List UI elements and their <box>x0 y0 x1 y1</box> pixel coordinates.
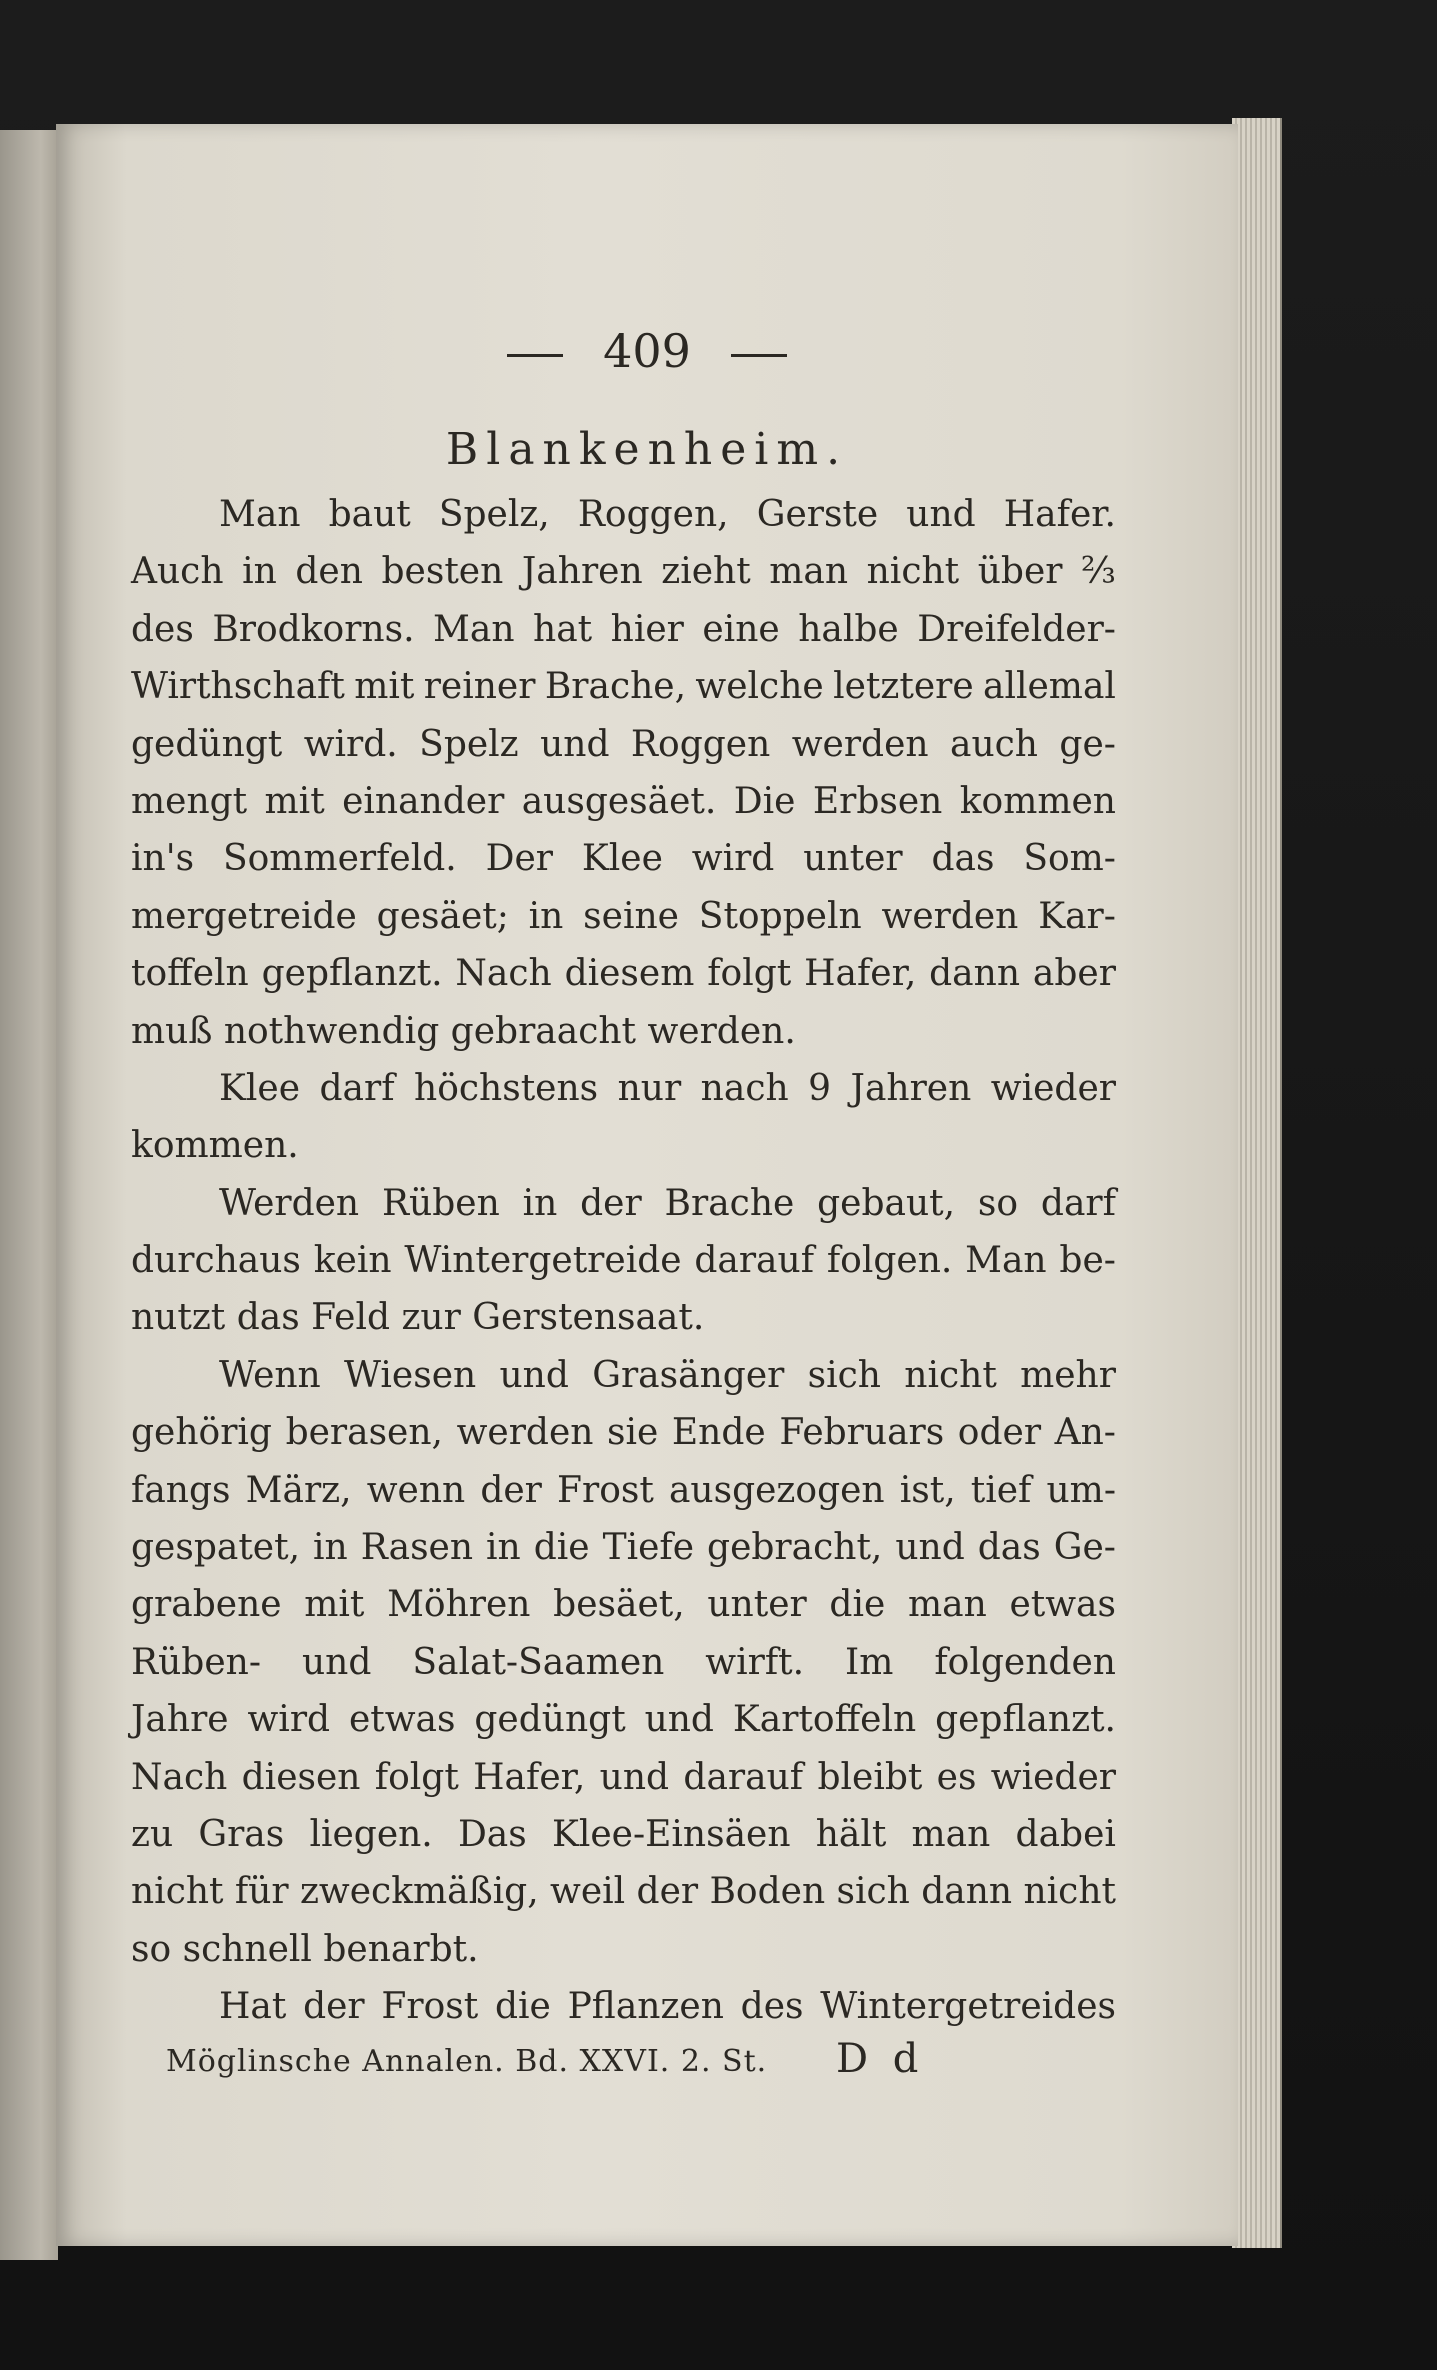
text-line: Rüben- und Salat-Saamen wirft. Im folgenden <box>131 1641 1116 1683</box>
page-number: 409 <box>603 324 691 378</box>
text-line: durchaus kein Wintergetreide darauf folgen. Man be- <box>131 1240 1116 1282</box>
text-line: gehörig berasen, werden sie Ende Februars oder An- <box>131 1412 1116 1454</box>
text-line: Jahre wird etwas gedüngt und Kartoffeln gepflanzt. <box>131 1699 1116 1741</box>
text-line: gedüngt wird. Spelz und Roggen werden auch ge- <box>131 723 1116 765</box>
signature-mark: D d <box>836 2036 925 2082</box>
page-stack-edges <box>1232 118 1282 2248</box>
text-line: Klee darf höchstens nur nach 9 Jahren wieder <box>219 1067 1116 1109</box>
text-line: so schnell benarbt. <box>131 1928 479 1970</box>
text-line: toffeln gepflanzt. Nach diesem folgt Hafer, dann aber <box>131 953 1116 995</box>
page-header <box>56 324 1238 378</box>
text-line: des Brodkorns. Man hat hier eine halbe Dreifelder- <box>131 608 1116 650</box>
text-line: mengt mit einander ausgesäet. Die Erbsen kommen <box>131 780 1116 822</box>
header-dash-left <box>507 354 563 357</box>
text-line: kommen. <box>131 1125 299 1167</box>
book-page <box>56 124 1238 2246</box>
body-text <box>131 486 1116 2036</box>
left-page-edge <box>0 130 58 2260</box>
text-line: Werden Rüben in der Brache gebaut, so darf <box>219 1182 1116 1224</box>
text-line: zu Gras liegen. Das Klee-Einsäen hält man dabei <box>131 1813 1116 1855</box>
text-line: Wirthschaft mit reiner Brache, welche letztere allemal <box>131 666 1116 708</box>
text-line: nicht für zweckmäßig, weil der Boden sich dann nicht <box>131 1871 1116 1913</box>
text-line: mergetreide gesäet; in seine Stoppeln werden Kar- <box>131 895 1116 937</box>
header-dash-right <box>731 354 787 357</box>
text-line: nutzt das Feld zur Gerstensaat. <box>131 1297 705 1339</box>
text-line: gespatet, in Rasen in die Tiefe gebracht, und das Ge- <box>131 1527 1116 1569</box>
text-line: Nach diesen folgt Hafer, und darauf bleibt es wieder <box>131 1756 1116 1798</box>
text-line: muß nothwendig gebraacht werden. <box>131 1010 796 1052</box>
place-heading: Blankenheim. <box>445 424 849 475</box>
text-line: in's Sommerfeld. Der Klee wird unter das Som- <box>131 838 1116 880</box>
text-line: Hat der Frost die Pflanzen des Wintergetreides <box>219 1986 1116 2028</box>
text-line: Man baut Spelz, Roggen, Gerste und Hafer. <box>219 494 1116 535</box>
text-line: Auch in den besten Jahren zieht man nicht über ⅔ <box>131 551 1116 593</box>
text-line: Wenn Wiesen und Grasänger sich nicht mehr <box>219 1354 1116 1396</box>
text-line: grabene mit Möhren besäet, unter die man etwas <box>131 1584 1116 1626</box>
text-line: fangs März, wenn der Frost ausgezogen ist, tief um- <box>131 1469 1116 1511</box>
footer-note: Möglinsche Annalen. Bd. XXVI. 2. St. <box>166 2044 768 2079</box>
